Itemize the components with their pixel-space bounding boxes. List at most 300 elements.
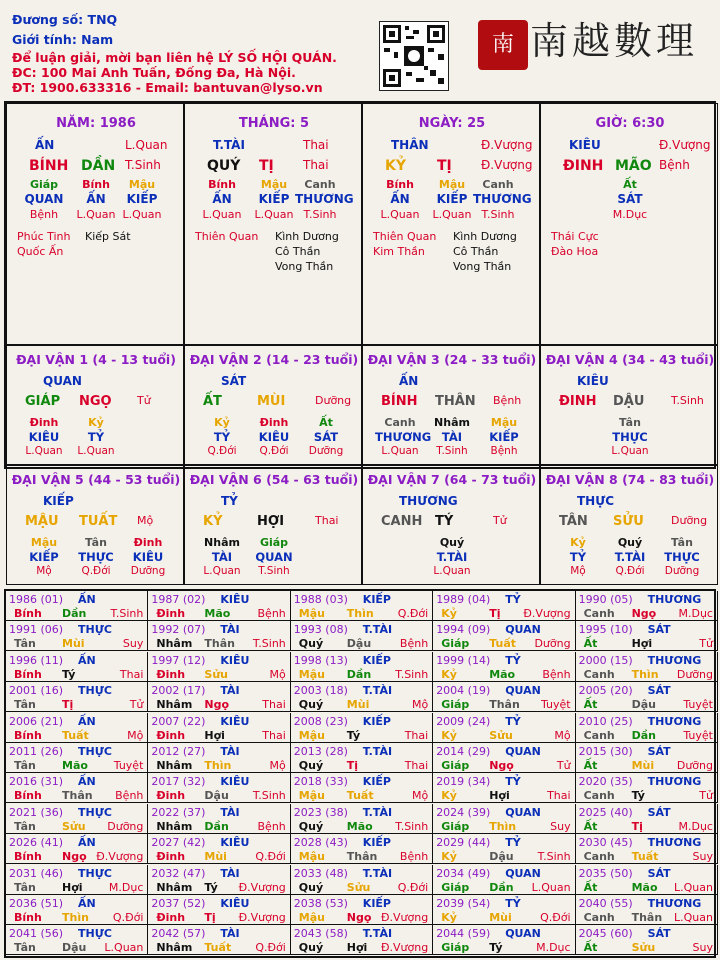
year-phase: Bệnh (115, 789, 144, 803)
hidden-stem: Tân (671, 536, 693, 549)
pillar-cell (6, 103, 184, 345)
special-star: Cô Thần (453, 245, 499, 258)
hidden-star: KIÊU (258, 430, 290, 444)
hidden-phase: Dưỡng (130, 565, 166, 577)
year-cell (148, 865, 290, 895)
year-phase: Dưỡng (107, 819, 144, 833)
year-label: 2039 (54) (436, 897, 491, 910)
hidden-star: THƯƠNG (473, 192, 532, 206)
year-phase: L.Quan (104, 941, 144, 955)
year-chi: Tị (204, 911, 216, 924)
year-phase: Đ.Vượng (238, 880, 286, 894)
year-star: ẤN (78, 897, 96, 910)
hidden-phase: L.Quan (254, 208, 294, 221)
year-phase: Thai (262, 728, 286, 742)
year-label: 2022 (37) (151, 805, 206, 819)
qr-code-icon (379, 21, 449, 91)
special-star: Thái Cực (551, 230, 599, 243)
pillar-branch-phase: Bệnh (659, 158, 690, 172)
pillar-can: KỶ (385, 158, 406, 174)
year-star: TỶ (505, 775, 521, 789)
dai-van-chi: TUẤT (79, 514, 118, 529)
year-chi: Thân (489, 698, 520, 712)
year-cell (576, 743, 718, 773)
year-label: 2012 (27) (151, 745, 206, 758)
year-label: 2034 (49) (436, 866, 491, 880)
year-star: THƯƠNG (647, 836, 702, 850)
hidden-star: THƯƠNG (295, 192, 354, 206)
year-cell (291, 804, 433, 834)
year-can: Ất (583, 880, 598, 894)
pillar-phase: Thai (303, 138, 329, 152)
year-cell (576, 834, 718, 864)
year-phase: Đ.Vượng (238, 911, 286, 924)
hidden-stem: Đinh (259, 416, 289, 429)
hidden-phase: Bệnh (490, 445, 518, 457)
hidden-star: QUAN (255, 550, 293, 564)
year-phase: T.Sinh (395, 819, 429, 833)
year-chi: Mão (489, 667, 516, 681)
dai-van-can: TÂN (559, 514, 588, 529)
hidden-phase: Mộ (570, 565, 586, 577)
year-chi: Dần (631, 728, 656, 742)
year-chi: Dần (489, 880, 514, 894)
dai-van-star: KIÊU (577, 374, 609, 388)
year-can: Ất (583, 637, 598, 651)
year-star: THỰC (78, 745, 112, 758)
year-can: Giáp (441, 698, 470, 712)
hidden-stem: Kỷ (214, 416, 230, 429)
dai-van-cell (362, 465, 540, 585)
hidden-stem: Mậu (438, 178, 466, 191)
year-can: Giáp (441, 880, 470, 894)
dai-van-cell (540, 345, 718, 465)
year-label: 1996 (11) (9, 653, 64, 667)
dai-van-chi: MÙI (257, 394, 286, 409)
year-can: Nhâm (156, 759, 193, 772)
special-star: Kim Thần (373, 245, 425, 258)
year-star: QUAN (505, 866, 541, 880)
year-phase: Bệnh (399, 850, 429, 864)
dai-van-star: THỰC (577, 494, 615, 508)
pillar-chi: TỊ (259, 158, 274, 174)
year-can: Canh (583, 789, 615, 803)
year-phase: Q.Đới (397, 880, 429, 894)
pillar-stem-star: T.TÀI (213, 138, 245, 152)
year-star: THỰC (78, 623, 112, 637)
year-can: Tân (14, 637, 36, 651)
year-phase: Q.Đới (397, 607, 429, 620)
year-chi: Ngọ (631, 607, 657, 620)
year-cell (291, 773, 433, 803)
year-star: KIẾP (362, 593, 391, 606)
year-can: Ất (583, 759, 598, 772)
hidden-phase: L.Quan (25, 445, 63, 457)
year-star: TÀI (220, 684, 240, 698)
year-label: 2018 (33) (293, 775, 348, 789)
dai-van-can: GIÁP (25, 394, 61, 409)
year-label: 1991 (06) (9, 623, 64, 637)
year-cell (433, 895, 575, 925)
year-can: Giáp (441, 941, 470, 955)
year-phase: Tử (699, 637, 713, 651)
hidden-stem: Canh (304, 178, 336, 191)
dai-van-phase: Mộ (137, 514, 154, 527)
pillar-title: THÁNG: 5 (238, 116, 310, 131)
year-can: Giáp (441, 637, 470, 651)
year-label: 2020 (35) (578, 775, 633, 789)
hidden-phase: L.Quan (76, 208, 116, 221)
dai-van-chi: TÝ (435, 514, 454, 529)
year-star: TỶ (505, 836, 521, 850)
year-can: Bính (14, 850, 42, 864)
pillar-phase: L.Quan (125, 138, 168, 152)
hidden-stem: Nhâm (204, 536, 240, 549)
year-label: 1989 (04) (436, 593, 491, 606)
year-phase: Suy (550, 819, 571, 833)
dai-van-cell (6, 465, 184, 585)
year-can: Canh (583, 911, 615, 924)
year-star: SÁT (647, 745, 671, 758)
year-can: Quý (298, 759, 324, 772)
hidden-stem: Bính (82, 178, 110, 191)
pillar-can: BÍNH (29, 158, 69, 174)
year-can: Nhâm (156, 941, 193, 955)
year-can: Đinh (156, 850, 186, 864)
hidden-star: KIẾP (29, 550, 59, 564)
year-star: THƯƠNG (647, 775, 702, 789)
year-can: Nhâm (156, 698, 193, 712)
year-star: ẤN (78, 714, 96, 728)
year-star: THƯƠNG (647, 653, 702, 667)
year-cell (291, 895, 433, 925)
year-label: 2013 (28) (293, 745, 348, 758)
year-can: Bính (14, 911, 42, 924)
year-label: 2041 (56) (9, 927, 64, 941)
year-chi: Ngọ (346, 911, 372, 924)
dai-van-can: ẤT (203, 394, 222, 409)
dai-van-cell (6, 345, 184, 465)
year-star: TÀI (220, 805, 240, 819)
year-can: Kỷ (441, 607, 457, 620)
owner-name: Đương số: TNQ (12, 12, 118, 27)
year-cell (6, 591, 148, 621)
pillar-cell (540, 103, 718, 345)
hidden-phase: M.Dục (612, 208, 648, 221)
dai-van-star: TỶ (221, 494, 238, 508)
pillar-title: GIỜ: 6:30 (595, 116, 665, 131)
year-cell (6, 652, 148, 682)
year-can: Quý (298, 941, 324, 955)
pillar-branch-phase: Thai (303, 158, 329, 172)
hidden-stem: Đinh (133, 536, 163, 549)
year-cell (433, 743, 575, 773)
year-cell (6, 621, 148, 651)
hidden-phase: Q.Đới (207, 445, 237, 457)
pillar-cell (362, 103, 540, 345)
dai-van-star: ẤN (399, 374, 419, 388)
year-label: 1998 (13) (293, 653, 348, 667)
hidden-stem: Tân (619, 416, 641, 429)
year-label: 2029 (44) (436, 836, 491, 850)
year-label: 1997 (12) (151, 653, 206, 667)
year-star: KIÊU (220, 653, 250, 667)
year-cell (148, 925, 290, 955)
pillar-stem-star: THÂN (391, 138, 429, 152)
year-label: 2000 (15) (578, 653, 633, 667)
year-can: Bính (14, 667, 42, 681)
hidden-star: ẤN (212, 192, 232, 206)
year-star: THƯƠNG (647, 897, 702, 910)
hidden-star: TÀI (441, 430, 463, 444)
year-chi: Thân (346, 850, 378, 864)
year-phase: Q.Đới (112, 911, 144, 924)
year-can: Mậu (298, 607, 325, 620)
year-phase: Suy (122, 637, 144, 651)
year-label: 2036 (51) (9, 897, 64, 910)
year-can: Đinh (156, 911, 186, 924)
year-phase: Mộ (269, 759, 286, 772)
year-cell (576, 652, 718, 682)
year-star: SÁT (647, 623, 671, 637)
year-star: ẤN (78, 836, 96, 850)
year-chi: Dậu (489, 850, 514, 864)
year-chi: Dậu (62, 941, 87, 955)
hidden-stem: Mậu (30, 536, 58, 549)
year-chi: Tị (346, 759, 359, 772)
dai-van-can: ĐINH (559, 394, 597, 409)
year-chi: Thìn (631, 667, 659, 681)
special-star: Vong Thần (275, 260, 334, 273)
year-star: KIẾP (362, 775, 391, 789)
year-cell (576, 865, 718, 895)
hidden-star: KIÊU (28, 430, 60, 444)
year-can: Canh (583, 850, 615, 864)
year-cell (433, 682, 575, 712)
year-label: 2019 (34) (436, 775, 491, 789)
hidden-phase: L.Quan (380, 208, 420, 221)
pillar-cell (184, 103, 362, 345)
year-label: 2035 (50) (578, 866, 633, 880)
year-chi: Mão (62, 759, 88, 772)
year-cell (291, 652, 433, 682)
year-label: 1995 (10) (578, 623, 633, 637)
year-label: 2023 (38) (293, 805, 348, 819)
year-label: 2008 (23) (293, 714, 348, 728)
year-star: ẤN (78, 653, 96, 667)
year-star: THỰC (78, 684, 112, 698)
dai-van-title: ĐẠI VẬN 7 (64 - 73 tuổi) (367, 472, 537, 487)
year-can: Mậu (298, 911, 325, 924)
gender: Giới tính: Nam (12, 32, 114, 47)
year-star: T.TÀI (362, 805, 393, 819)
year-label: 2025 (40) (578, 805, 633, 819)
year-star: TỶ (505, 653, 521, 667)
year-star: T.TÀI (362, 623, 393, 637)
year-phase: Tử (556, 759, 571, 772)
year-phase: Đ.Vượng (380, 911, 429, 924)
year-can: Kỷ (441, 667, 457, 681)
year-cell (291, 621, 433, 651)
year-chi: Hợi (346, 941, 368, 955)
year-cell (433, 834, 575, 864)
year-star: KIÊU (220, 836, 250, 850)
hidden-star: KIẾP (258, 192, 290, 206)
year-phase: Dưỡng (676, 759, 713, 772)
year-label: 2006 (21) (9, 714, 64, 728)
year-can: Đinh (156, 728, 186, 742)
year-cell (576, 804, 718, 834)
year-label: 1992 (07) (151, 623, 206, 637)
year-cell (148, 682, 290, 712)
hidden-star: ẤN (390, 192, 410, 206)
dai-van-phase: Dưỡng (671, 514, 708, 527)
year-chi: Mùi (204, 850, 227, 864)
year-star: KIÊU (220, 897, 250, 910)
year-cell (6, 834, 148, 864)
contact-note: Để luận giải, mời bạn liên hệ LÝ SỐ HỘI QUÁN. (12, 50, 337, 65)
year-label: 1987 (02) (151, 593, 206, 606)
hidden-stem: Nhâm (434, 416, 470, 429)
hidden-stem: Mậu (128, 178, 156, 191)
year-cell (433, 713, 575, 743)
year-chi: Sửu (489, 728, 513, 742)
year-label: 2026 (41) (9, 836, 64, 850)
hidden-stem: Giáp (259, 536, 289, 549)
year-cell (576, 773, 718, 803)
year-label: 2045 (60) (578, 927, 633, 941)
hidden-star: THƯƠNG (375, 430, 432, 444)
year-can: Mậu (298, 667, 325, 681)
year-can: Mậu (298, 728, 325, 742)
hidden-phase: Q.Đới (81, 565, 111, 577)
year-phase: Suy (692, 941, 713, 955)
year-cell (291, 743, 433, 773)
year-label: 2021 (36) (9, 805, 64, 819)
year-cell (433, 652, 575, 682)
year-phase: T.Sinh (395, 667, 429, 681)
dai-van-phase: Dưỡng (315, 394, 352, 407)
hidden-phase: Bệnh (29, 208, 59, 221)
year-phase: Tuyệt (540, 698, 571, 712)
year-chi: Dậu (204, 789, 229, 803)
year-chi: Hợi (489, 789, 510, 803)
year-chi: Thìn (346, 607, 374, 620)
year-chi: Sửu (346, 880, 371, 894)
dai-van-phase: Tử (137, 394, 151, 407)
year-phase: Q.Đới (255, 850, 286, 864)
year-can: Kỷ (441, 850, 457, 864)
year-chi: Tị (489, 607, 501, 620)
special-star: Kình Dương (453, 230, 517, 243)
year-cell (6, 804, 148, 834)
pillar-chi: DẦN (81, 158, 116, 174)
year-can: Tân (14, 941, 36, 955)
hidden-star: SÁT (313, 430, 339, 444)
dai-van-chi: THÂN (435, 394, 476, 409)
year-chi: Tý (489, 941, 503, 955)
year-star: SÁT (647, 684, 671, 698)
year-cell (291, 682, 433, 712)
hidden-star: THỰC (612, 430, 648, 444)
hidden-star: KIẾP (126, 192, 158, 206)
year-star: THỰC (78, 927, 112, 941)
year-can: Canh (583, 607, 615, 620)
year-can: Giáp (441, 759, 470, 772)
year-star: TỶ (505, 593, 521, 606)
year-can: Nhâm (156, 637, 193, 651)
year-phase: Đ.Vượng (380, 941, 429, 955)
hidden-stem: Kỷ (88, 416, 104, 429)
year-can: Ất (583, 819, 598, 833)
year-star: THỰC (78, 866, 112, 880)
year-phase: Mộ (554, 728, 571, 742)
year-star: KIẾP (362, 714, 391, 728)
year-star: ẤN (78, 775, 96, 789)
dai-van-star: QUAN (43, 374, 82, 388)
year-label: 2042 (57) (151, 927, 206, 941)
year-star: T.TÀI (362, 866, 393, 880)
year-chi: Ngọ (489, 759, 514, 772)
hidden-stem: Ất (319, 416, 333, 429)
year-phase: Thai (404, 728, 429, 742)
year-phase: Tuyệt (683, 728, 713, 742)
pillar-branch-phase: T.Sinh (125, 158, 161, 172)
hidden-star: TỶ (569, 550, 587, 564)
year-phase: Đ.Vượng (523, 607, 571, 620)
year-label: 1999 (14) (436, 653, 491, 667)
dai-van-chi: DẬU (613, 394, 645, 409)
year-can: Nhâm (156, 819, 193, 833)
year-can: Bính (14, 789, 42, 803)
year-cell (576, 621, 718, 651)
year-chi: Ngọ (62, 850, 87, 864)
year-cell (6, 713, 148, 743)
year-can: Quý (298, 819, 324, 833)
year-phase: Mộ (127, 728, 144, 742)
hidden-phase: T.Sinh (303, 208, 337, 221)
year-can: Canh (583, 728, 615, 742)
year-phase: Dưỡng (534, 637, 571, 651)
year-phase: Q.Đới (540, 911, 571, 924)
hidden-star: TỶ (213, 430, 231, 444)
year-label: 2028 (43) (293, 836, 348, 850)
year-cell (6, 925, 148, 955)
year-cell (148, 743, 290, 773)
hidden-star: KIẾP (436, 192, 468, 206)
year-star: KIÊU (220, 775, 250, 789)
year-star: KIẾP (362, 653, 391, 667)
dai-van-star: KIẾP (43, 494, 74, 508)
year-phase: L.Quan (674, 880, 713, 894)
hidden-phase: Q.Đới (615, 565, 645, 577)
year-cell (291, 591, 433, 621)
year-phase: Tuyệt (683, 698, 713, 712)
year-can: Quý (298, 698, 324, 712)
year-phase: T.Sinh (252, 637, 286, 651)
hidden-star: KIÊU (132, 550, 164, 564)
year-label: 2004 (19) (436, 684, 491, 698)
year-star: QUAN (505, 623, 541, 637)
pillar-chi: MÃO (615, 158, 652, 174)
dai-van-can: MẬU (25, 514, 59, 529)
special-star: Phúc Tinh (17, 230, 71, 243)
seal-logo: 南 (478, 20, 528, 70)
year-label: 2030 (45) (578, 836, 633, 850)
year-star: TỶ (505, 897, 521, 910)
year-cell (148, 834, 290, 864)
year-chi: Tý (631, 789, 645, 803)
